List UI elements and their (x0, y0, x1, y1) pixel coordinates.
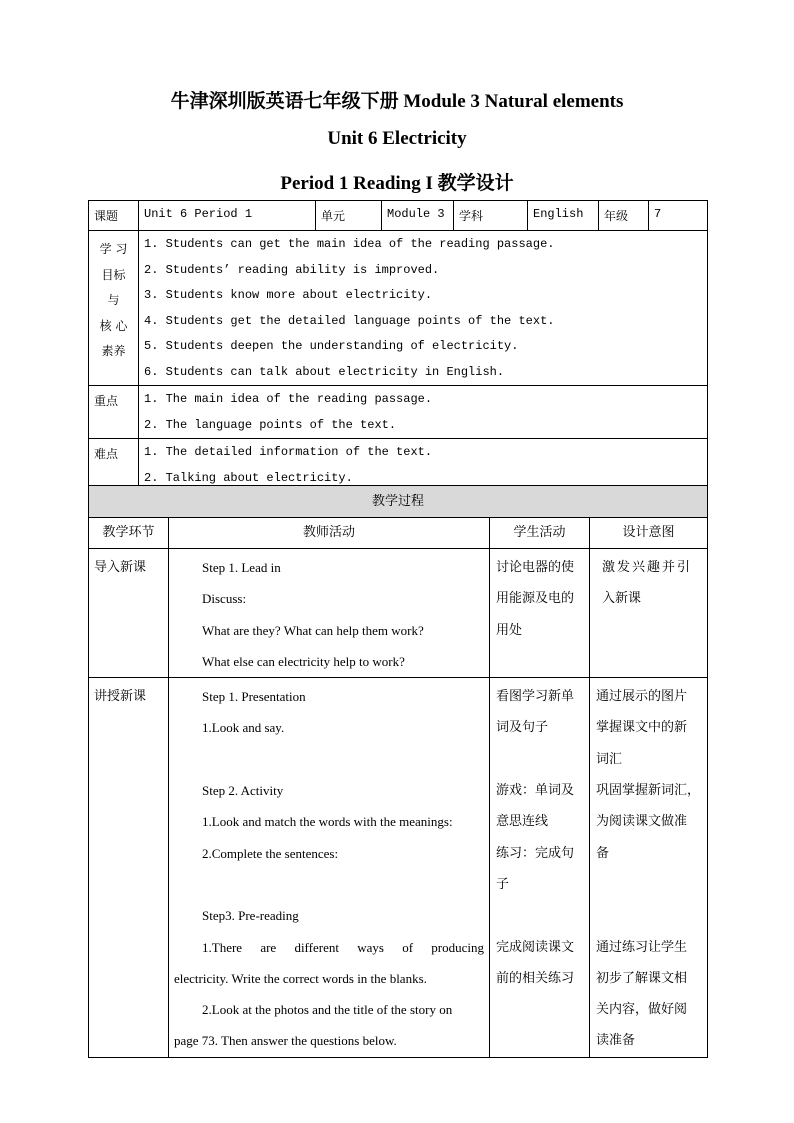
student-cell: 讨论电器的使 用能源及电的 用处 (490, 549, 590, 678)
goals-label: 学 习 目标 与 核 心 素养 (89, 231, 139, 386)
difficulty-label: 难点 (89, 439, 139, 492)
list-item: 1. The main idea of the reading passage. (144, 392, 433, 406)
list-item: 4. Students get the detailed language points of the text. (144, 313, 555, 328)
list-item: 5. Students deepen the understanding of electricity. (144, 339, 519, 353)
subject-value: English (528, 201, 599, 231)
header-student: 学生活动 (490, 518, 590, 549)
intent-cell: 激发兴趣并引 入新课 (590, 549, 708, 678)
topic-label: 课题 (89, 201, 139, 231)
grade-value: 7 (649, 201, 708, 231)
list-item: 6. Students can talk about electricity in English. (144, 364, 505, 379)
header-teacher: 教师活动 (169, 518, 490, 549)
list-item: 1. Students can get the main idea of the reading passage. (144, 237, 555, 251)
subject-label: 学科 (454, 201, 528, 231)
table-row (89, 678, 708, 1058)
process-banner: 教学过程 (89, 486, 708, 518)
unit-value: Module 3 (382, 201, 454, 231)
list-item: 2. Talking about electricity. (144, 470, 353, 485)
list-item: 2. Students’ reading ability is improved. (144, 262, 440, 277)
teacher-cell: Step 1. Lead in Discuss: What are they? What can help them work? What else can electricity help to work? (169, 549, 490, 678)
list-item: 3. Students know more about electricity. (144, 288, 433, 302)
student-cell: 看图学习新单 词及句子 游戏：单词及 意思连线 练习：完成句 子 完成阅读课文 前的相关练习 (490, 678, 590, 1058)
stage-cell: 讲授新课 (89, 678, 169, 1058)
header-stage: 教学环节 (89, 518, 169, 549)
document-title: 牛津深圳版英语七年级下册 Module 3 Natural elements (170, 91, 624, 112)
header-intent: 设计意图 (590, 518, 708, 549)
list-item: 2. The language points of the text. (144, 417, 397, 432)
table-row (89, 549, 708, 678)
key-points-label: 重点 (89, 386, 139, 439)
teacher-cell: Step 1. Presentation 1.Look and say. Step 2. Activity 1.Look and match the words with the meanings: 2.Complete the sentences: Step3. Pre-reading 1.There are different ways of producing electricity. Write the correct words in the blanks. 2.Look at the photos and the title of the story on page 73. Then answer the questions below. (169, 678, 490, 1058)
document-subtitle-period: Period 1 Reading I 教学设计 (280, 173, 514, 194)
list-item: 1. The detailed information of the text. (144, 445, 433, 459)
grade-label: 年级 (599, 201, 649, 231)
unit-label: 单元 (316, 201, 382, 231)
lesson-info-table (88, 200, 708, 492)
teaching-process-table (88, 485, 708, 1058)
stage-cell: 导入新课 (89, 549, 169, 678)
topic-value: Unit 6 Period 1 (139, 201, 316, 231)
key-points-list (139, 386, 708, 439)
document-subtitle-unit: Unit 6 Electricity (327, 128, 467, 149)
goals-list (139, 231, 708, 386)
intent-cell: 通过展示的图片 掌握课文中的新 词汇 巩固掌握新词汇， 为阅读课文做准 备 通过练习让学生 初步了解课文相 关内容，做好阅 读准备 (590, 678, 708, 1058)
difficulty-list (139, 439, 708, 492)
